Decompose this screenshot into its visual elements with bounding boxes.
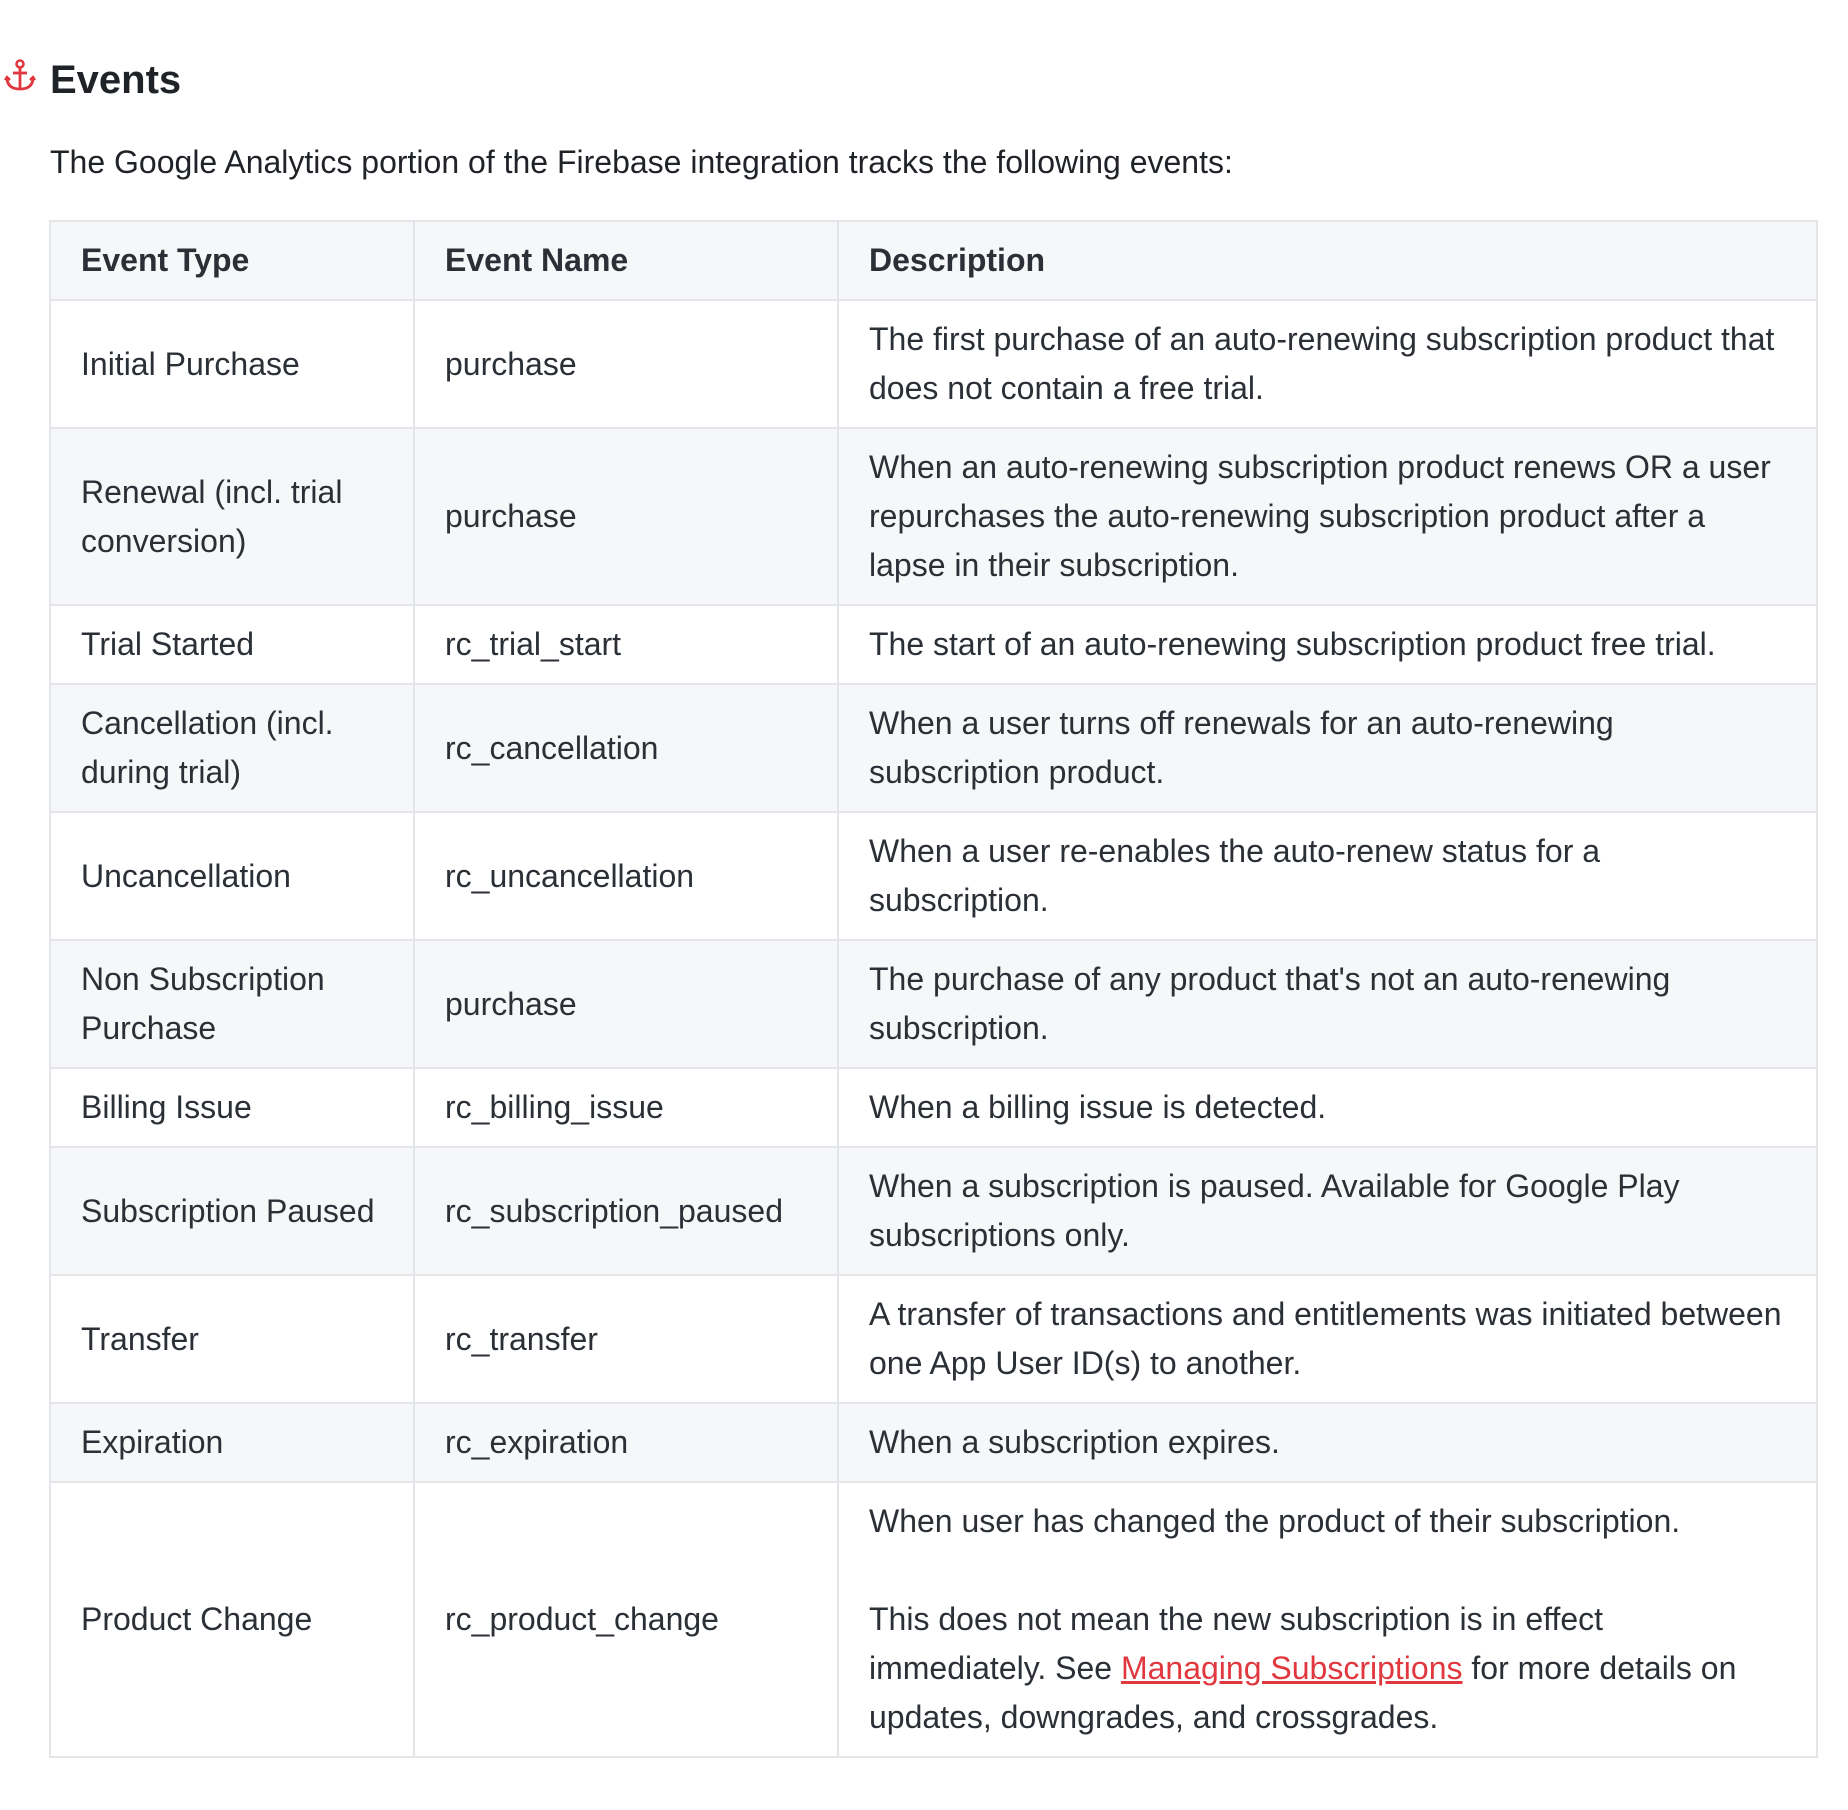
table-row bbox=[50, 1275, 1817, 1403]
event-name-cell: rc_expiration bbox=[414, 1403, 838, 1482]
event-type-cell: Subscription Paused bbox=[50, 1147, 414, 1275]
anchor-icon[interactable] bbox=[4, 58, 36, 94]
event-name-cell: rc_product_change bbox=[414, 1482, 838, 1757]
event-name-cell: rc_transfer bbox=[414, 1275, 838, 1403]
description-cell: When an auto-renewing subscription product renews OR a user repurchases the auto-renewing subscription product after a lapse in their subscription. bbox=[838, 428, 1817, 605]
event-type-cell: Transfer bbox=[50, 1275, 414, 1403]
event-name-cell: purchase bbox=[414, 428, 838, 605]
managing-subscriptions-link[interactable]: Managing Subscriptions bbox=[1120, 1650, 1463, 1686]
table-row bbox=[50, 1147, 1817, 1275]
column-header-event-name: Event Name bbox=[414, 221, 838, 300]
table-row bbox=[50, 428, 1817, 605]
table-row bbox=[50, 940, 1817, 1068]
description-cell: When a billing issue is detected. bbox=[838, 1068, 1817, 1147]
event-type-cell: Product Change bbox=[50, 1482, 414, 1757]
page-title: Events bbox=[50, 58, 182, 102]
event-type-cell: Initial Purchase bbox=[50, 300, 414, 428]
event-name-cell: rc_cancellation bbox=[414, 684, 838, 812]
table-row bbox=[50, 300, 1817, 428]
column-header-event-type: Event Type bbox=[50, 221, 414, 300]
table-row bbox=[50, 1482, 1817, 1757]
event-name-cell: purchase bbox=[414, 940, 838, 1068]
description-cell: The first purchase of an auto-renewing subscription product that does not contain a free trial. bbox=[838, 300, 1817, 428]
event-name-cell: rc_subscription_paused bbox=[414, 1147, 838, 1275]
description-text: for more details on updates, downgrades, and crossgrades. bbox=[869, 1650, 1737, 1735]
table-row bbox=[50, 684, 1817, 812]
event-type-cell: Cancellation (incl. during trial) bbox=[50, 684, 414, 812]
table-row bbox=[50, 1068, 1817, 1147]
event-type-cell: Uncancellation bbox=[50, 812, 414, 940]
event-type-cell: Billing Issue bbox=[50, 1068, 414, 1147]
description-cell: When a subscription is paused. Available for Google Play subscriptions only. bbox=[838, 1147, 1817, 1275]
event-type-cell: Non Subscription Purchase bbox=[50, 940, 414, 1068]
description-cell: A transfer of transactions and entitlements was initiated between one App User ID(s) to another. bbox=[838, 1275, 1817, 1403]
event-type-cell: Expiration bbox=[50, 1403, 414, 1482]
intro-text: The Google Analytics portion of the Firebase integration tracks the following events: bbox=[50, 144, 1233, 180]
description-cell: The purchase of any product that's not an auto-renewing subscription. bbox=[838, 940, 1817, 1068]
event-type-cell: Renewal (incl. trial conversion) bbox=[50, 428, 414, 605]
description-text: This does not mean the new subscription is in effect immediately. See bbox=[869, 1601, 1604, 1686]
event-name-cell: rc_billing_issue bbox=[414, 1068, 838, 1147]
column-header-description: Description bbox=[838, 221, 1817, 300]
table-row bbox=[50, 605, 1817, 684]
event-name-cell: rc_uncancellation bbox=[414, 812, 838, 940]
description-cell bbox=[838, 1482, 1817, 1757]
event-type-cell: Trial Started bbox=[50, 605, 414, 684]
description-cell: When a user turns off renewals for an auto-renewing subscription product. bbox=[838, 684, 1817, 812]
table-header-row bbox=[50, 221, 1817, 300]
table-row bbox=[50, 812, 1817, 940]
table-row bbox=[50, 1403, 1817, 1482]
event-name-cell: rc_trial_start bbox=[414, 605, 838, 684]
event-name-cell: purchase bbox=[414, 300, 838, 428]
paragraph-gap bbox=[869, 1546, 1786, 1595]
description-paragraph bbox=[869, 1595, 1786, 1742]
description-cell: The start of an auto-renewing subscription product free trial. bbox=[838, 605, 1817, 684]
description-cell: When a user re-enables the auto-renew status for a subscription. bbox=[838, 812, 1817, 940]
description-cell: When a subscription expires. bbox=[838, 1403, 1817, 1482]
events-table bbox=[49, 220, 1818, 1758]
description-line: When user has changed the product of their subscription. bbox=[869, 1503, 1681, 1539]
